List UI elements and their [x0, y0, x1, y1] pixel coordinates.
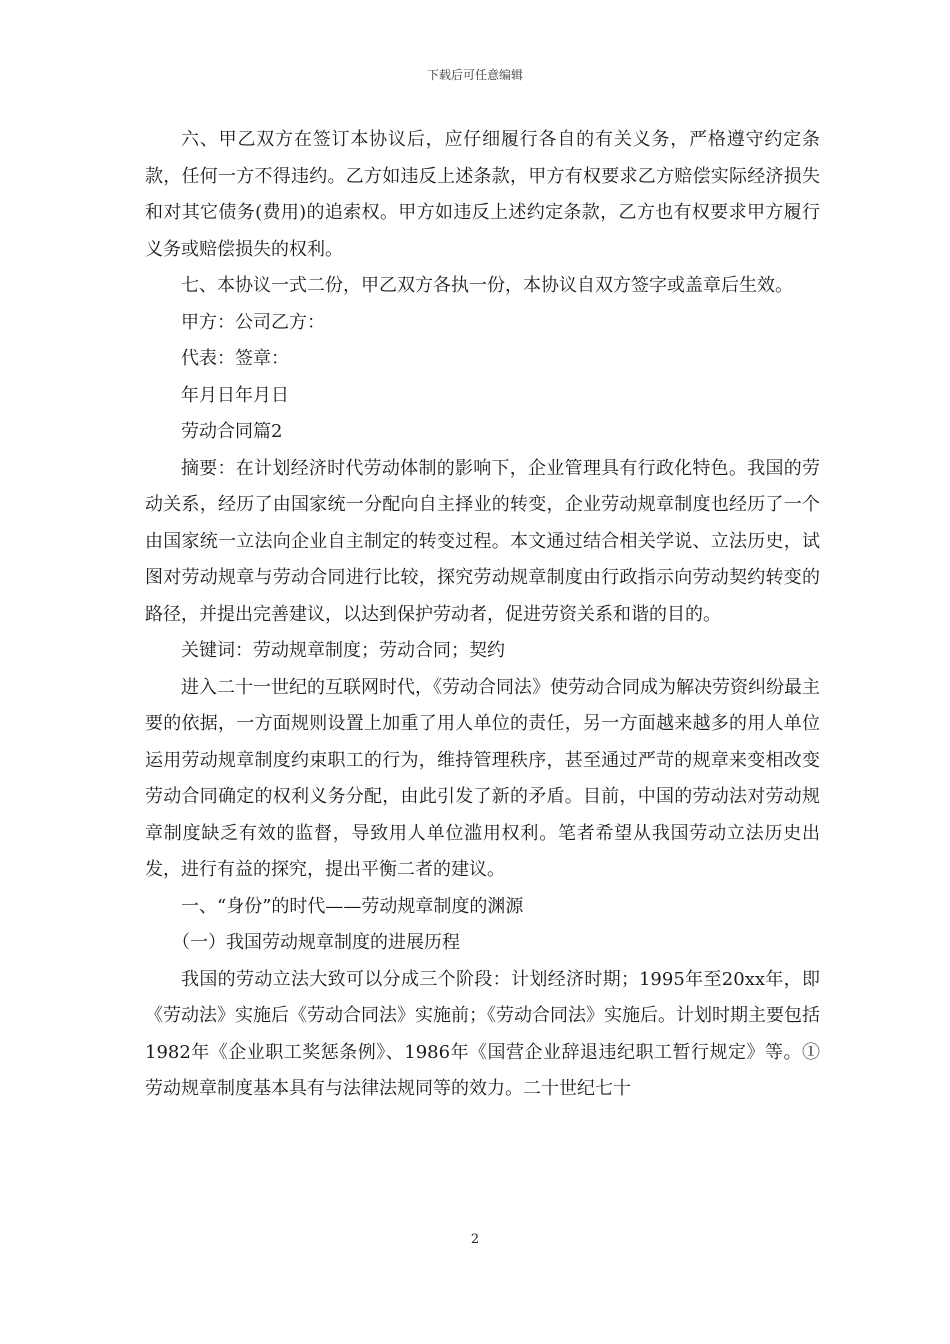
- document-body: [145, 122, 820, 1108]
- page-header: 下载后可任意编辑: [426, 68, 523, 82]
- date-line: 年月日年月日: [181, 384, 289, 406]
- heading-one: 一、“身份”的时代——劳动规章制度的渊源: [181, 895, 524, 917]
- section-title: 劳动合同篇2: [181, 421, 283, 442]
- party-line: 甲方：公司乙方：: [181, 311, 325, 333]
- clause-six-paragraph: 六、甲乙双方在签订本协议后，应仔细履行各自的有关义务，严格遵守约定条款，任何一方不得违约。乙方如违反上述条款，甲方有权要求乙方赔偿实际经济损失和对其它债务(费用)的追索权。甲方如违反上述约定条款，乙方也有权要求甲方履行义务或赔偿损失的权利。: [145, 129, 820, 260]
- page-number: 2: [470, 1232, 480, 1247]
- abstract-paragraph: 摘要：在计划经济时代劳动体制的影响下，企业管理具有行政化特色。我国的劳动关系，经历了由国家统一分配向自主择业的转变，企业劳动规章制度也经历了一个由国家统一立法向企业自主制定的转变过程。本文通过结合相关学说、立法历史，试图对劳动规章与劳动合同进行比较，探究劳动规章制度由行政指示向劳动契约转变的路径，并提出完善建议，以达到保护劳动者，促进劳资关系和谐的目的。: [145, 457, 820, 625]
- representative-line: 代表：签章：: [181, 348, 289, 369]
- keywords-line: 关键词：劳动规章制度；劳动合同；契约: [181, 640, 505, 661]
- intro-paragraph: 进入二十一世纪的互联网时代，《劳动合同法》使劳动合同成为解决劳资纠纷最主要的依据，一方面规则设置上加重了用人单位的责任，另一方面越来越多的用人单位运用劳动规章制度约束职工的行为，维持管理秩序，甚至通过严苛的规章来变相改变劳动合同确定的权利义务分配，由此引发了新的矛盾。目前，中国的劳动法对劳动规章制度缺乏有效的监督，导致用人单位滥用权利。笔者希望从我国劳动立法历史出发，进行有益的探究，提出平衡二者的建议。: [145, 676, 820, 880]
- clause-seven-paragraph: 七、本协议一式二份，甲乙双方各执一份，本协议自双方签字或盖章后生效。: [181, 275, 793, 296]
- subheading-one: （一）我国劳动规章制度的进展历程: [172, 932, 460, 953]
- history-paragraph: 我国的劳动立法大致可以分成三个阶段：计划经济时期；1995年至20xx年，即《劳动法》实施后《劳动合同法》实施前；《劳动合同法》实施后。计划时期主要包括1982年《企业职工奖惩条例》、1986年《国营企业辞退违纪职工暂行规定》等。①劳动规章制度基本具有与法律法规同等的效力。二十世纪七十: [145, 968, 820, 1099]
